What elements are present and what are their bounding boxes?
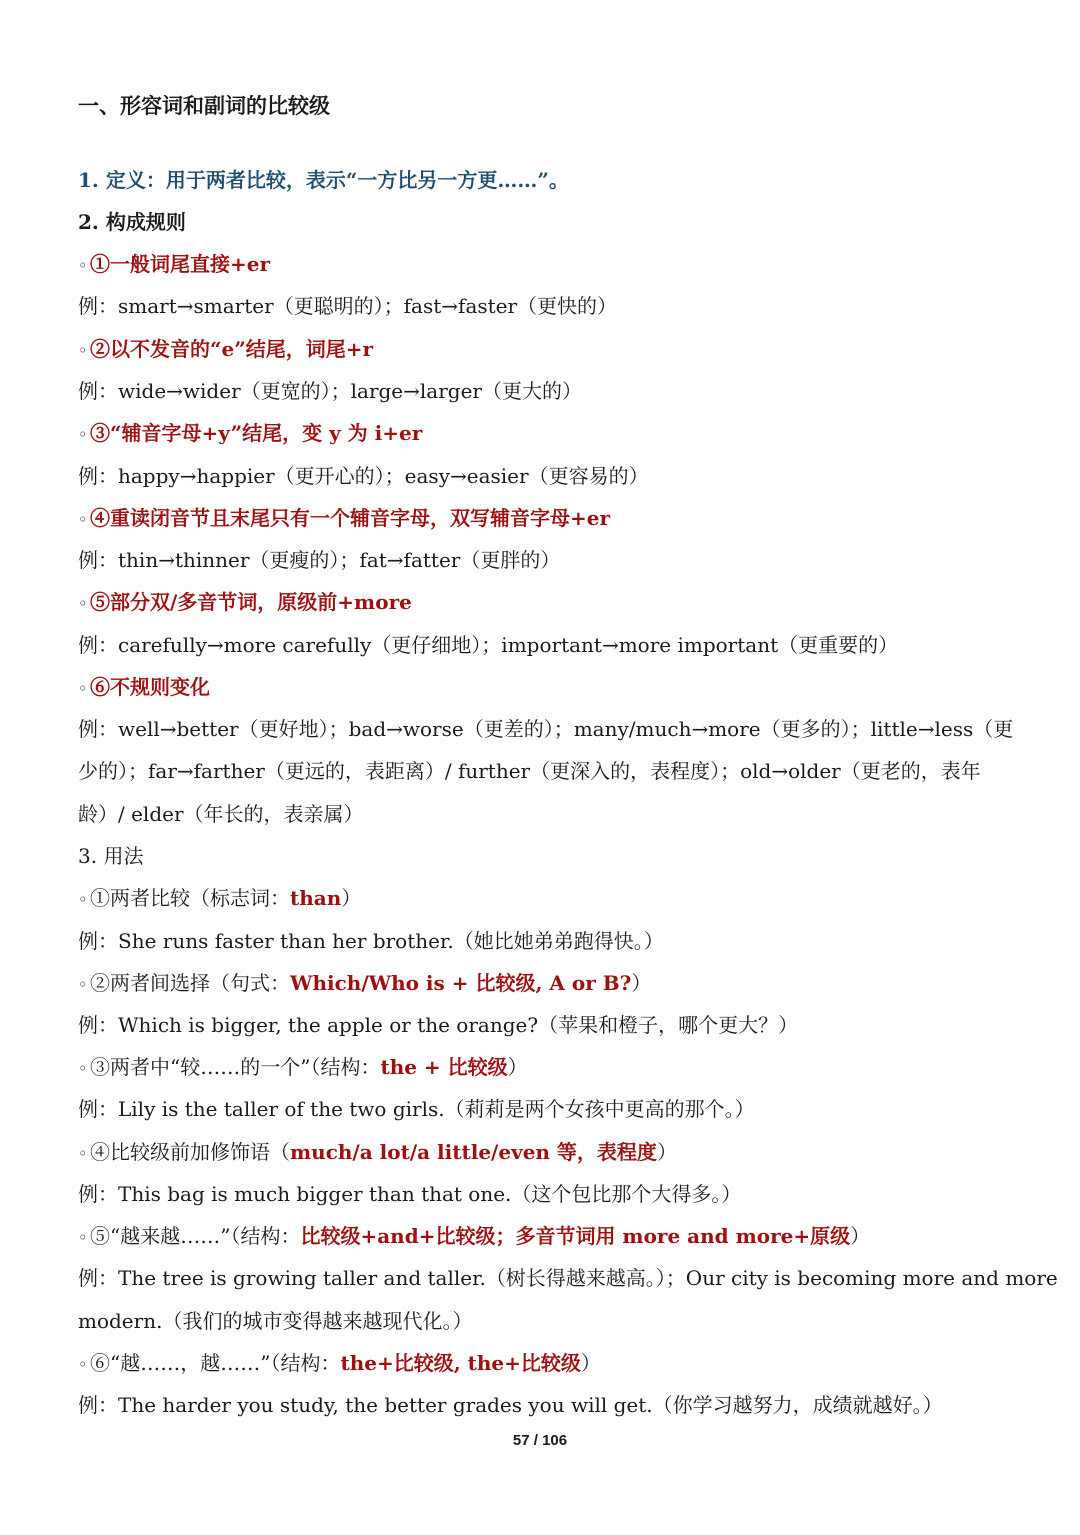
usage-example: 例：This bag is much bigger than that one.（这个包比那个大得多。） <box>78 1182 742 1206</box>
usage-example: 例：Lily is the taller of the two girls.（莉莉是两个女孩中更高的那个。） <box>78 1097 755 1121</box>
bullet-icon: ◦ <box>78 425 88 444</box>
bullet-icon: ◦ <box>78 890 88 909</box>
rule-label: ◦ ⑥不规则变化 <box>78 672 210 704</box>
rule-example: 少的）；far→farther（更远的，表距离）/ further（更深入的，表程度）；old→older（更老的，表年 <box>78 759 981 783</box>
usage-example: 例：She runs faster than her brother.（她比她弟弟跑得快。） <box>78 929 664 953</box>
bullet-icon: ◦ <box>78 1228 88 1247</box>
usage-label: ◦ ⑥“越……，越……”（结构：the+比较级, the+比较级） <box>78 1348 601 1380</box>
rule-example: 例：wide→wider（更宽的）；large→larger（更大的） <box>78 379 582 403</box>
usage-example: 例：The harder you study, the better grades you will get.（你学习越努力，成绩就越好。） <box>78 1393 943 1417</box>
bullet-icon: ◦ <box>78 341 88 360</box>
bullet-icon: ◦ <box>78 256 88 275</box>
rule-example: 例：happy→happier（更开心的）；easy→easier（更容易的） <box>78 464 649 488</box>
rule-example: 例：thin→thinner（更瘦的）；fat→fatter（更胖的） <box>78 548 561 572</box>
rule-example: 龄）/ elder（年长的，表亲属） <box>78 802 364 826</box>
rule-label: ◦ ①一般词尾直接+er <box>78 249 270 281</box>
rule-example: 例：smart→smarter（更聪明的）；fast→faster（更快的） <box>78 294 618 318</box>
bullet-icon: ◦ <box>78 594 88 613</box>
rule-label: ◦ ⑤部分双/多音节词，原级前+more <box>78 587 412 619</box>
rule-label: ◦ ②以不发音的“e”结尾，词尾+r <box>78 334 373 366</box>
bullet-icon: ◦ <box>78 975 88 994</box>
rule-example: 例：well→better（更好地）；bad→worse（更差的）；many/much→more（更多的）；little→less（更 <box>78 717 1014 741</box>
section-title: 一、形容词和副词的比较级 <box>78 93 330 118</box>
usage-label: ◦ ⑤“越来越……”（结构：比较级+and+比较级；多音节词用 more and more+原级） <box>78 1221 870 1253</box>
bullet-icon: ◦ <box>78 1059 88 1078</box>
bullet-icon: ◦ <box>78 510 88 529</box>
page-number: 57 / 106 <box>512 1432 568 1449</box>
usage-example: 例：Which is bigger, the apple or the orange?（苹果和橙子，哪个更大？） <box>78 1013 799 1037</box>
rule-label: ◦ ④重读闭音节且末尾只有一个辅音字母，双写辅音字母+er <box>78 503 610 535</box>
bullet-icon: ◦ <box>78 1144 88 1163</box>
usage-heading: 3. 用法 <box>78 844 144 868</box>
bullet-icon: ◦ <box>78 679 88 698</box>
usage-label: ◦ ①两者比较（标志词：than） <box>78 883 361 915</box>
usage-example: modern.（我们的城市变得越来越现代化。） <box>78 1309 473 1333</box>
rule-example: 例：carefully→more carefully（更仔细地）；important→more important（更重要的） <box>78 633 899 657</box>
rules-heading: 2. 构成规则 <box>78 210 186 234</box>
usage-label: ◦ ②两者间选择（句式：Which/Who is + 比较级, A or B?） <box>78 968 651 1000</box>
definition: 1. 定义：用于两者比较，表示“一方比另一方更……”。 <box>78 168 569 192</box>
rule-label: ◦ ③“辅音字母+y”结尾，变 y 为 i+er <box>78 418 422 450</box>
usage-example: 例：The tree is growing taller and taller.（树长得越来越高。）；Our city is becoming more and more <box>78 1266 1058 1290</box>
usage-label: ◦ ③两者中“较……的一个”（结构：the + 比较级） <box>78 1052 528 1084</box>
usage-label: ◦ ④比较级前加修饰语（much/a lot/a little/even 等，表程度） <box>78 1137 677 1169</box>
bullet-icon: ◦ <box>78 1355 88 1374</box>
